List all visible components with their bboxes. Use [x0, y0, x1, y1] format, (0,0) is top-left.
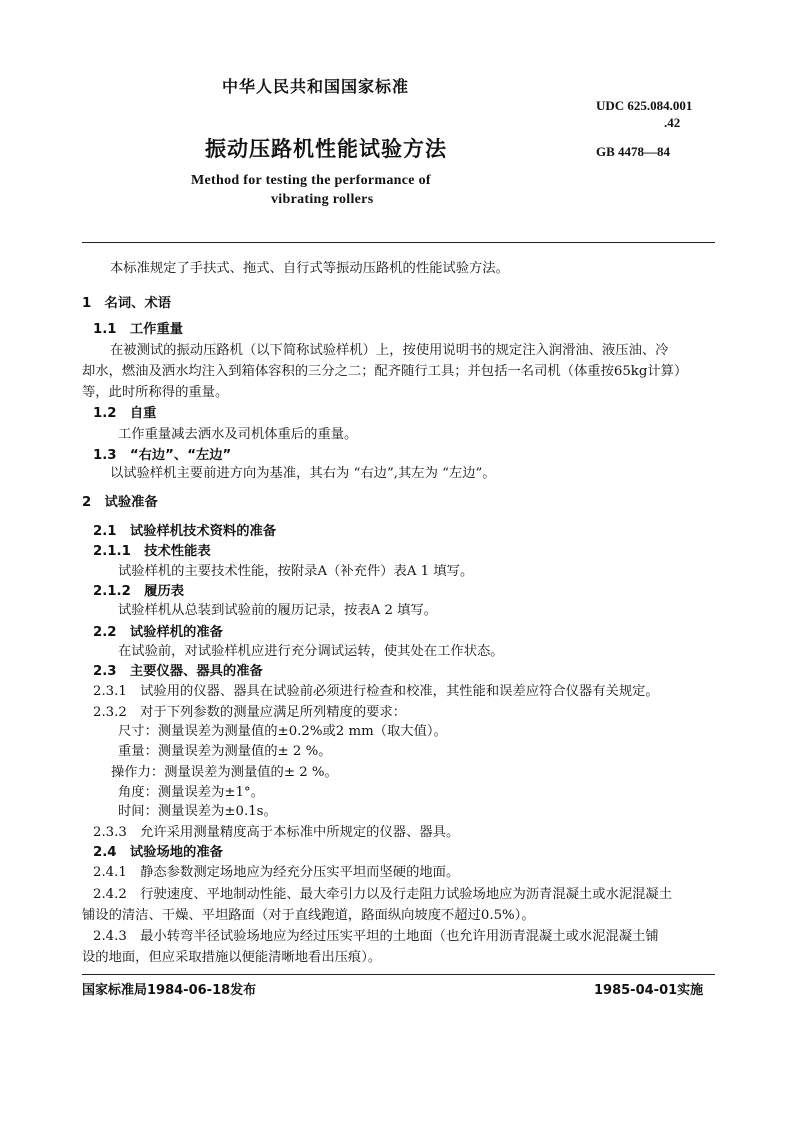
issue-date: 国家标准局1984-06-18发布 [82, 983, 257, 998]
english-title-line2: vibrating rollers [271, 192, 374, 207]
precision-weight: 重量：测量误差为测量值的± 2 %。 [118, 744, 332, 759]
section-1-3-text: 以试验样机主要前进方向为基准，其右为 “右边”,其左为 “左边”。 [110, 466, 496, 481]
section-1-2-text: 工作重量减去洒水及司机体重后的重量。 [118, 427, 358, 442]
section-2-4-heading: 2.4 试验场地的准备 [93, 845, 223, 860]
section-2-2-text: 在试验前，对试验样机应进行充分调试运转，使其处在工作状态。 [118, 644, 504, 659]
section-1-heading: 1 名词、术语 [82, 296, 172, 311]
section-2-1-1-heading: 2.1.1 技术性能表 [93, 544, 211, 559]
section-2-3-3-text: 2.3.3 允许采用测量精度高于本标准中所规定的仪器、器具。 [93, 825, 460, 840]
section-2-4-2-text-line2: 铺设的清洁、干燥、平坦路面（对于直线跑道，路面纵向坡度不超过0.5%）。 [82, 908, 535, 923]
section-1-3-heading: 1.3 “右边”、“左边” [93, 448, 232, 463]
udc-code-suffix: .42 [664, 115, 681, 130]
section-2-1-1-text: 试验样机的主要技术性能，按附录A（补充件）表A 1 填写。 [118, 564, 474, 579]
section-2-3-heading: 2.3 主要仪器、器具的准备 [93, 664, 263, 679]
section-1-1-heading: 1.1 工作重量 [93, 322, 184, 337]
section-2-3-2-text: 2.3.2 对于下列参数的测量应满足所列精度的要求： [93, 705, 407, 720]
header-divider [82, 242, 715, 243]
section-1-1-text-line2: 却水，燃油及洒水均注入到箱体容积的三分之二；配齐随行工具；并包括一名司机（体重按65kg计算） [82, 364, 688, 379]
gb-number: GB 4478—84 [596, 144, 671, 159]
section-2-heading: 2 试验准备 [82, 495, 158, 510]
section-2-3-1-text: 2.3.1 试验用的仪器、器具在试验前必须进行检查和校准，其性能和误差应符合仪器有关规定。 [93, 684, 659, 699]
effective-date: 1985-04-01实施 [594, 983, 704, 998]
document-title: 振动压路机性能试验方法 [205, 137, 447, 161]
precision-time: 时间：测量误差为±0.1s。 [118, 804, 277, 819]
udc-code: UDC 625.084.001 [596, 98, 693, 113]
section-2-4-1-text: 2.4.1 静态参数测定场地应为经充分压实平坦而坚硬的地面。 [93, 865, 460, 880]
section-1-2-heading: 1.2 自重 [93, 406, 157, 421]
section-2-1-heading: 2.1 试验样机技术资料的准备 [93, 524, 277, 539]
section-2-4-2-text-line1: 2.4.2 行驶速度、平地制动性能、最大牵引力以及行走阻力试验场地应为沥青混凝土或水泥混凝土 [93, 887, 673, 902]
country-standard-label: 中华人民共和国国家标准 [222, 77, 410, 96]
section-2-4-3-text-line1: 2.4.3 最小转弯半径试验场地应为经过压实平坦的土地面（也允许用沥青混凝土或水泥混凝土铺 [93, 929, 659, 944]
footer-divider [82, 974, 715, 975]
section-1-1-text-line1: 在被测试的振动压路机（以下简称试验样机）上，按使用说明书的规定注入润滑油、液压油、冷 [110, 343, 669, 358]
precision-operating-force: 操作力：测量误差为测量值的± 2 %。 [111, 765, 338, 780]
precision-angle: 角度：测量误差为±1°。 [118, 785, 264, 800]
section-2-2-heading: 2.2 试验样机的准备 [93, 625, 223, 640]
precision-size: 尺寸：测量误差为测量值的±0.2%或2 mm（取大值）。 [118, 724, 447, 739]
section-2-1-2-text: 试验样机从总装到试验前的履历记录，按表A 2 填写。 [118, 603, 438, 618]
section-2-1-2-heading: 2.1.2 履历表 [93, 584, 185, 599]
intro-paragraph: 本标准规定了手扶式、拖式、自行式等振动压路机的性能试验方法。 [110, 261, 509, 276]
section-2-4-3-text-line2: 设的地面，但应采取措施以便能清晰地看出压痕）。 [82, 950, 382, 965]
section-1-1-text-line3: 等，此时所称得的重量。 [82, 385, 229, 400]
english-title-line1: Method for testing the performance of [191, 173, 431, 188]
